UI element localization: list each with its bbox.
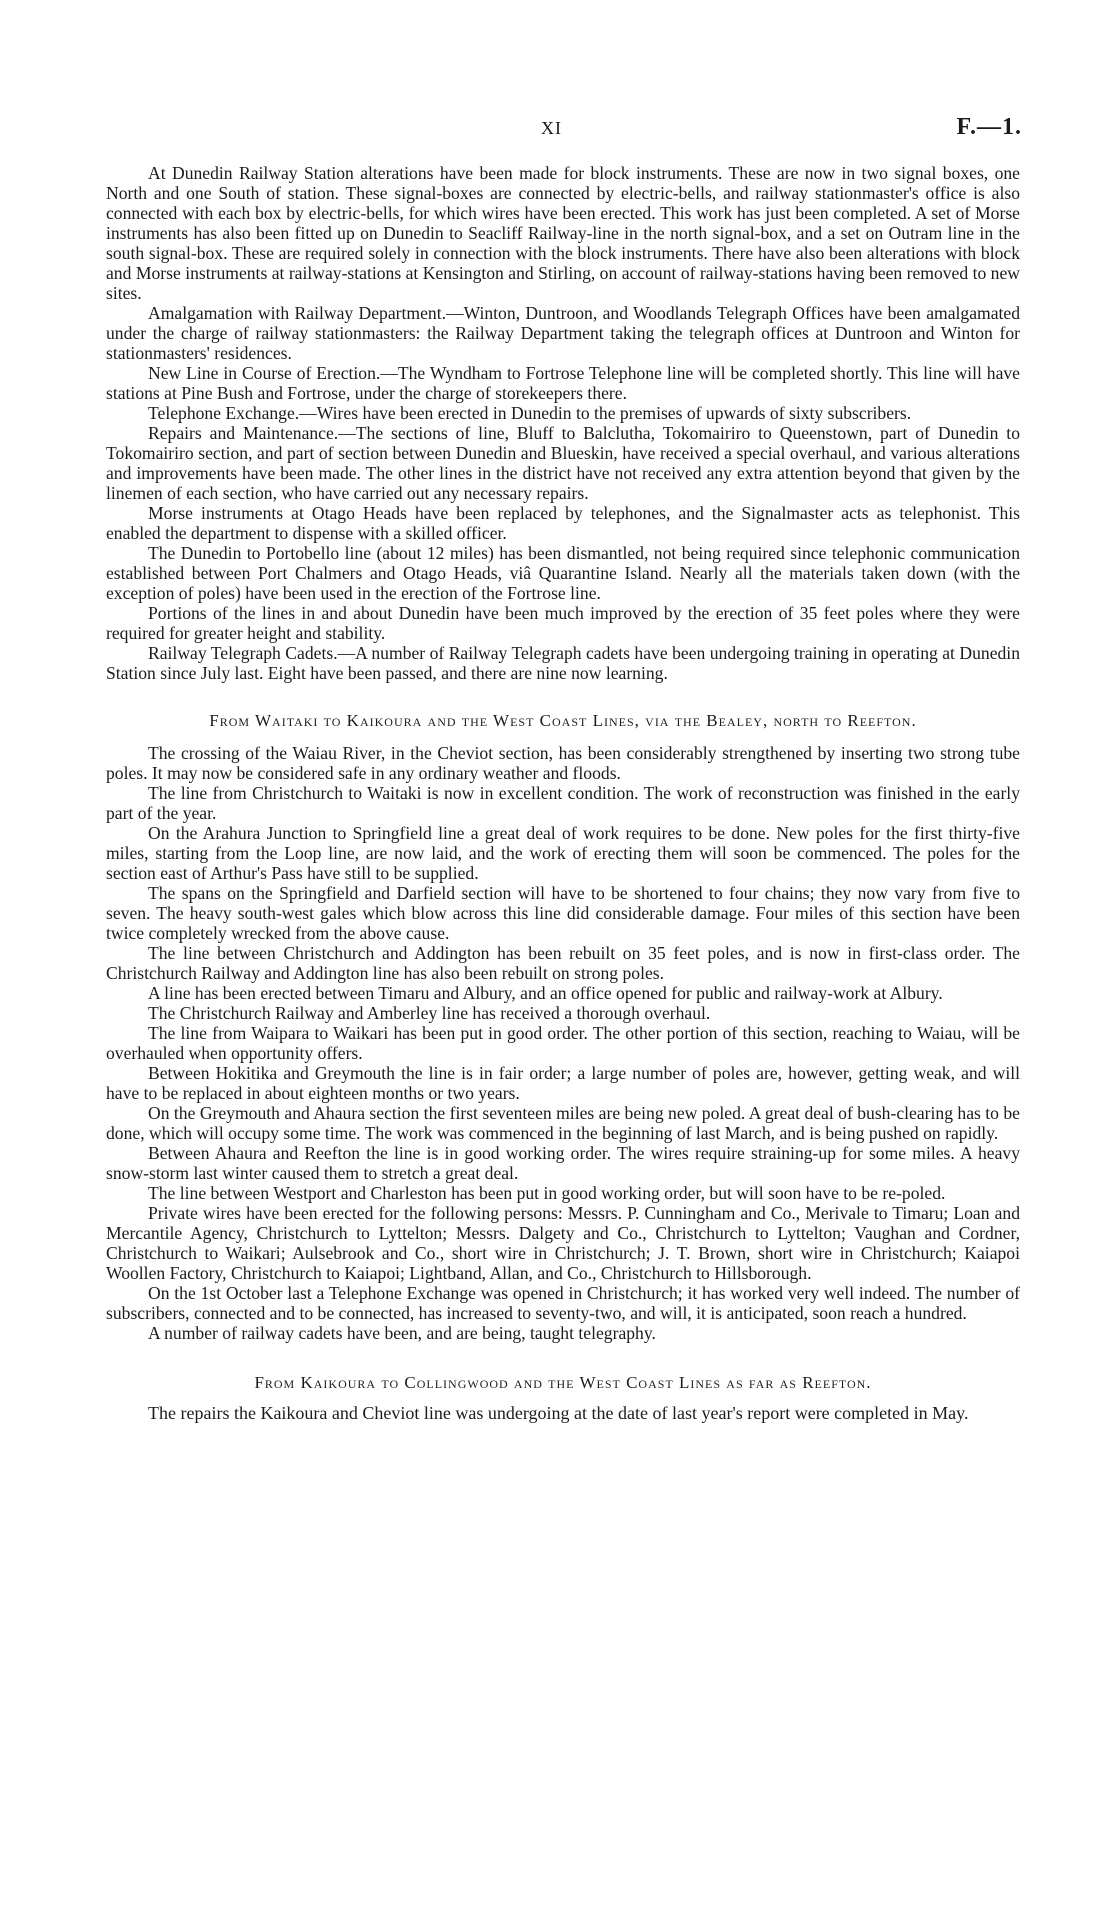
paragraph: Telephone Exchange.—Wires have been erected in Dunedin to the premises of upwards of sixty subscribers. (148, 403, 912, 423)
page-header (0, 114, 1114, 148)
paragraph: On the Arahura Junction to Springfield line a great deal of work requires to be done. New poles for the first thirty-five miles, starting from the Loop line, are now laid, and the work of erecting them will soon be commenced. The poles for the section east of Arthur's Pass have still to be supplied. (106, 823, 1020, 883)
paragraph: The repairs the Kaikoura and Cheviot line was undergoing at the date of last year's report were completed in May. (148, 1403, 969, 1423)
section-heading: From Waitaki to Kaikoura and the West Coast Lines, via the Bealey, north to Reefton. (209, 711, 917, 730)
paragraph: A line has been erected between Timaru and Albury, and an office opened for public and railway-work at Albury. (148, 983, 943, 1003)
paragraph: The line from Waipara to Waikari has been put in good order. The other portion of this section, reaching to Waiau, will be overhauled when opportunity offers. (106, 1023, 1020, 1063)
paragraph: Between Hokitika and Greymouth the line is in fair order; a large number of poles are, however, getting weak, and will have to be replaced in about eighteen months or two years. (106, 1063, 1020, 1103)
paragraph: On the 1st October last a Telephone Exchange was opened in Christchurch; it has worked very well indeed. The number of subscribers, connected and to be connected, has increased to seventy-two, and will, it is anticipated, soon reach a hundred. (106, 1283, 1020, 1323)
paragraph: The line between Christchurch and Addington has been rebuilt on 35 feet poles, and is now in first-class order. The Christchurch Railway and Addington line has also been rebuilt on strong poles. (106, 943, 1020, 983)
paragraph: The Dunedin to Portobello line (about 12 miles) has been dismantled, not being required since telephonic communication established between Port Chalmers and Otago Heads, viâ Quarantine Island. Nearly all the materials taken down (with the exception of poles) have been used in the erection of the Fortrose line. (106, 543, 1020, 603)
document-reference: F.—1. (956, 114, 1022, 140)
paragraph: Railway Telegraph Cadets.—A number of Railway Telegraph cadets have been undergoing training in operating at Dunedin Station since July last. Eight have been passed, and there are nine now learning. (106, 643, 1020, 683)
paragraph: The crossing of the Waiau River, in the Cheviot section, has been considerably strengthened by inserting two strong tube poles. It may now be considered safe in any ordinary weather and floods. (106, 743, 1020, 783)
paragraph: At Dunedin Railway Station alterations have been made for block instruments. These are now in two signal boxes, one North and one South of station. These signal-boxes are connected by electric-bells, and railway stationmaster's office is also connected with each box by electric-bells, for which wires have been erected. This work has just been completed. A set of Morse instruments has also been fitted up on Dunedin to Seacliff Railway-line in the north signal-box, and a set on Outram line in the south signal-box. These are required solely in connection with the block instruments. There have also been alterations with block and Morse instruments at railway-stations at Kensington and Stirling, on account of railway-stations having been removed to new sites. (106, 163, 1020, 303)
paragraph: The line from Christchurch to Waitaki is now in excellent condition. The work of reconstruction was finished in the early part of the year. (106, 783, 1020, 823)
paragraph: New Line in Course of Erection.—The Wyndham to Fortrose Telephone line will be completed shortly. This line will have stations at Pine Bush and Fortrose, under the charge of storekeepers there. (106, 363, 1020, 403)
paragraph: The spans on the Springfield and Darfield section will have to be shortened to four chains; they now vary from five to seven. The heavy south-west gales which blow across this line did considerable damage. Four miles of this section have been twice completely wrecked from the above cause. (106, 883, 1020, 943)
paragraph: Portions of the lines in and about Dunedin have been much improved by the erection of 35 feet poles where they were required for greater height and stability. (106, 603, 1020, 643)
paragraph: On the Greymouth and Ahaura section the first seventeen miles are being new poled. A great deal of bush-clearing has to be done, which will occupy some time. The work was commenced in the beginning of last March, and is being pushed on rapidly. (106, 1103, 1020, 1143)
paragraph: Repairs and Maintenance.—The sections of line, Bluff to Balclutha, Tokomairiro to Queenstown, part of Dunedin to Tokomairiro section, and part of section between Dunedin and Blueskin, have received a special overhaul, and various alterations and improvements have been made. The other lines in the district have not received any extra attention beyond that given by the linemen of each section, who have carried out any necessary repairs. (106, 423, 1020, 503)
paragraph: The line between Westport and Charleston has been put in good working order, but will soon have to be re-poled. (148, 1183, 946, 1203)
body-text (106, 163, 1020, 1423)
paragraph: Between Ahaura and Reefton the line is in good working order. The wires require straining-up for some miles. A heavy snow-storm last winter caused them to stretch a great deal. (106, 1143, 1020, 1183)
paragraph: A number of railway cadets have been, and are being, taught telegraphy. (148, 1323, 656, 1343)
section-heading: From Kaikoura to Collingwood and the West Coast Lines as far as Reefton. (254, 1373, 872, 1392)
page-number: XI (541, 118, 562, 138)
paragraph: Private wires have been erected for the following persons: Messrs. P. Cunningham and Co., Merivale to Timaru; Loan and Mercantile Agency, Christchurch to Lyttelton; Messrs. Dalgety and Co., Christchurch to Lyttelton; Vaughan and Cordner, Christchurch to Waikari; Aulsebrook and Co., short wire in Christchurch; J. T. Brown, short wire in Christchurch; Kaiapoi Woollen Factory, Christchurch to Kaiapoi; Lightband, Allan, and Co., Christchurch to Hillsborough. (106, 1203, 1020, 1283)
paragraph: The Christchurch Railway and Amberley line has received a thorough overhaul. (148, 1003, 711, 1023)
paragraph: Morse instruments at Otago Heads have been replaced by telephones, and the Signalmaster acts as telephonist. This enabled the department to dispense with a skilled officer. (106, 503, 1020, 543)
paragraph: Amalgamation with Railway Department.—Winton, Duntroon, and Woodlands Telegraph Offices have been amalgamated under the charge of railway stationmasters: the Railway Department taking the telegraph offices at Duntroon and Winton for stationmasters' residences. (106, 303, 1020, 363)
